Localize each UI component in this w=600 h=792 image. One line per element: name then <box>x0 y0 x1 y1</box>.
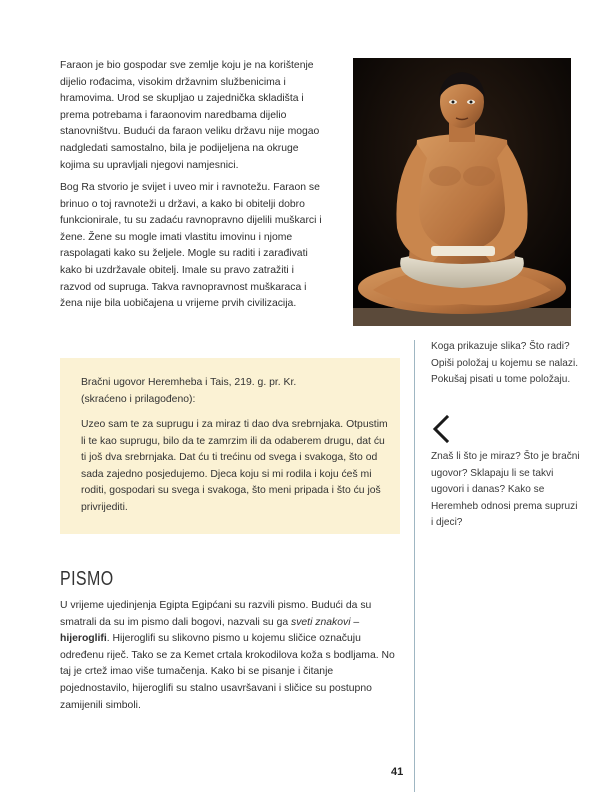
writing-text-end: . Hijeroglifi su slikovno pismo u kojemu sličice označuju određenu riječ. Tako se za Kemet crtala krokodilova koža s bodljama. No taj je crtež imao više tumačenja. Kako bi se pisanje i čitanje pojednostavilo, hijeroglifi su stalno usavršavani i sličice su postupno zamijenili simboli. <box>60 633 395 711</box>
writing-text-start: U vrijeme ujedinjenja Egipta Egipćani su razvili pismo. Budući da su smatrali da su im pismo dali bogovi, nazvali su ga <box>60 600 372 628</box>
paragraph-ra-equality: Bog Ra stvorio je svijet i uveo mir i ravnotežu. Faraon se brinuo o toj ravnoteži u državi, a kako bi obitelji dobro funkcionirale, tu su zadaću ravnopravno dijelili muškarci i žene. Žene su mogle imati vlastitu imovinu i njome raspolagati kako su željele. Mogle su raditi i zarađivati kako bi uzdržavale obitelj. Imale su pravo zatražiti i razvod od supruga. Takva ravnopravnost muškaraca i žena nije bila uobičajena u vrijeme prvih civilizacija. <box>60 182 322 310</box>
scribe-statue-photo <box>353 58 571 326</box>
column-divider <box>414 340 415 792</box>
side-questions: Znaš li što je miraz? Što je bračni ugovor? Sklapaju li se takvi ugovori i danas? Kako se Heremheb odnosi prema supruzi i djeci? <box>431 451 580 529</box>
marriage-contract-box <box>60 358 400 534</box>
page-number: 41 <box>391 766 404 778</box>
paragraph-pharaoh: Faraon je bio gospodar sve zemlje koju je na korištenje dijelio rođacima, visokim državnim službenicima i hramovima. Urod se skupljao u zajednička skladišta i prema potrebama i faraonovim naredbama dijelio stanovništvu. Budući da faraon veliku državu nije mogao nadgledati samostalno, bila je podijeljena na okruge kojima su upravljali njegovi namjesnici. <box>60 60 320 171</box>
quote-title-line2: (skraćeno i prilagođeno): <box>81 393 196 405</box>
seated-scribe-illustration <box>353 58 571 326</box>
quote-title <box>81 375 381 408</box>
image-caption: Koga prikazuje slika? Što radi? Opiši položaj u kojemu se nalazi. Pokušaj pisati u tome položaju. <box>431 341 578 386</box>
writing-bold-term: hijeroglifi <box>60 633 107 645</box>
quote-body: Uzeo sam te za suprugu i za miraz ti dao dva srebrnjaka. Otpustim li te kao suprugu, bilo da te zamrzim ili da odaberem drugu, dat ću ti još dva srebrnjaka. Dat ću ti trećinu od svega i svakoga, što od sada zajedno posjedujemo. Djeca koju si mi rodila i koju ćeš mi roditi, gospodari su svega i svakoga, što meni pripada i što ću još privrijediti. <box>81 419 388 513</box>
writing-dash: – <box>350 616 360 628</box>
quote-title-line1: Bračni ugovor Heremheba i Tais, 219. g. pr. Kr. <box>81 377 297 388</box>
paragraph-writing <box>60 598 395 714</box>
chevron-left-icon <box>430 414 452 444</box>
section-heading: PISMO <box>60 568 114 590</box>
writing-italic-term: sveti znakovi <box>291 616 351 628</box>
